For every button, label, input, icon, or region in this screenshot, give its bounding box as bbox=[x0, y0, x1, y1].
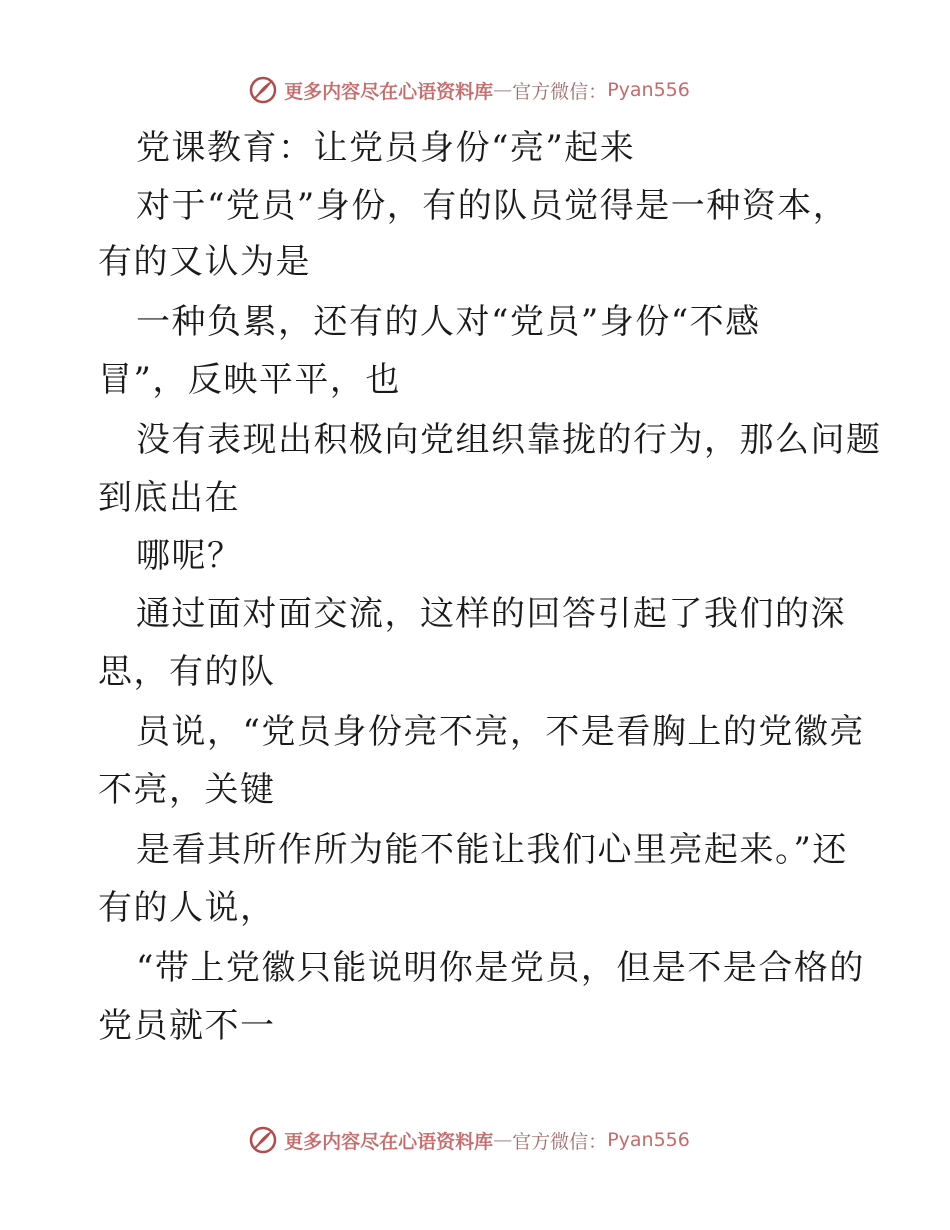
paragraph-line: 一种负累，还有的人对“党员”身份“不感 bbox=[136, 302, 761, 342]
watermark-contact-id: Pyan556 bbox=[607, 79, 690, 101]
paragraph-line: 有的人说， bbox=[98, 888, 276, 928]
watermark-site-text: 更多内容尽在心语资料库 bbox=[284, 80, 494, 103]
paragraph-line: 对于“党员”身份，有的队员觉得是一种资本， bbox=[136, 186, 849, 226]
paragraph-line: 思，有的队 bbox=[98, 652, 276, 692]
paragraph-line: 到底出在 bbox=[98, 478, 240, 518]
paragraph-line: 党员就不一 bbox=[98, 1006, 276, 1046]
watermark-separator: — bbox=[493, 79, 513, 101]
paragraph-line: 不亮，关键 bbox=[98, 770, 276, 810]
paragraph-line: 有的又认为是 bbox=[98, 242, 311, 282]
paragraph-line: 没有表现出积极向党组织靠拢的行为，那么问题 bbox=[136, 420, 882, 460]
paragraph-line: 员说，“党员身份亮不亮，不是看胸上的党徽亮 bbox=[136, 712, 865, 752]
document-title: 党课教育：让党员身份“亮”起来 bbox=[136, 128, 636, 168]
paragraph-line: 是看其所作所为能不能让我们心里亮起来。”还 bbox=[136, 830, 848, 870]
watermark-contact-id: Pyan556 bbox=[607, 1129, 690, 1151]
paragraph-line: 冒”，反映平平，也 bbox=[98, 360, 401, 400]
watermark-contact-label: 官方微信： bbox=[512, 1130, 608, 1153]
paragraph-line: 哪呢？ bbox=[136, 536, 243, 576]
paragraph-line: “带上党徽只能说明你是党员，但是不是合格的 bbox=[136, 948, 865, 988]
paragraph-line: 通过面对面交流，这样的回答引起了我们的深 bbox=[136, 594, 846, 634]
quill-pen-logo-icon bbox=[248, 1125, 278, 1155]
watermark-separator: — bbox=[493, 1129, 513, 1151]
watermark-site-text: 更多内容尽在心语资料库 bbox=[284, 1130, 494, 1153]
header-watermark bbox=[0, 70, 950, 110]
quill-pen-logo-icon bbox=[248, 75, 278, 105]
footer-watermark bbox=[0, 1120, 950, 1160]
watermark-contact-label: 官方微信： bbox=[512, 80, 608, 103]
